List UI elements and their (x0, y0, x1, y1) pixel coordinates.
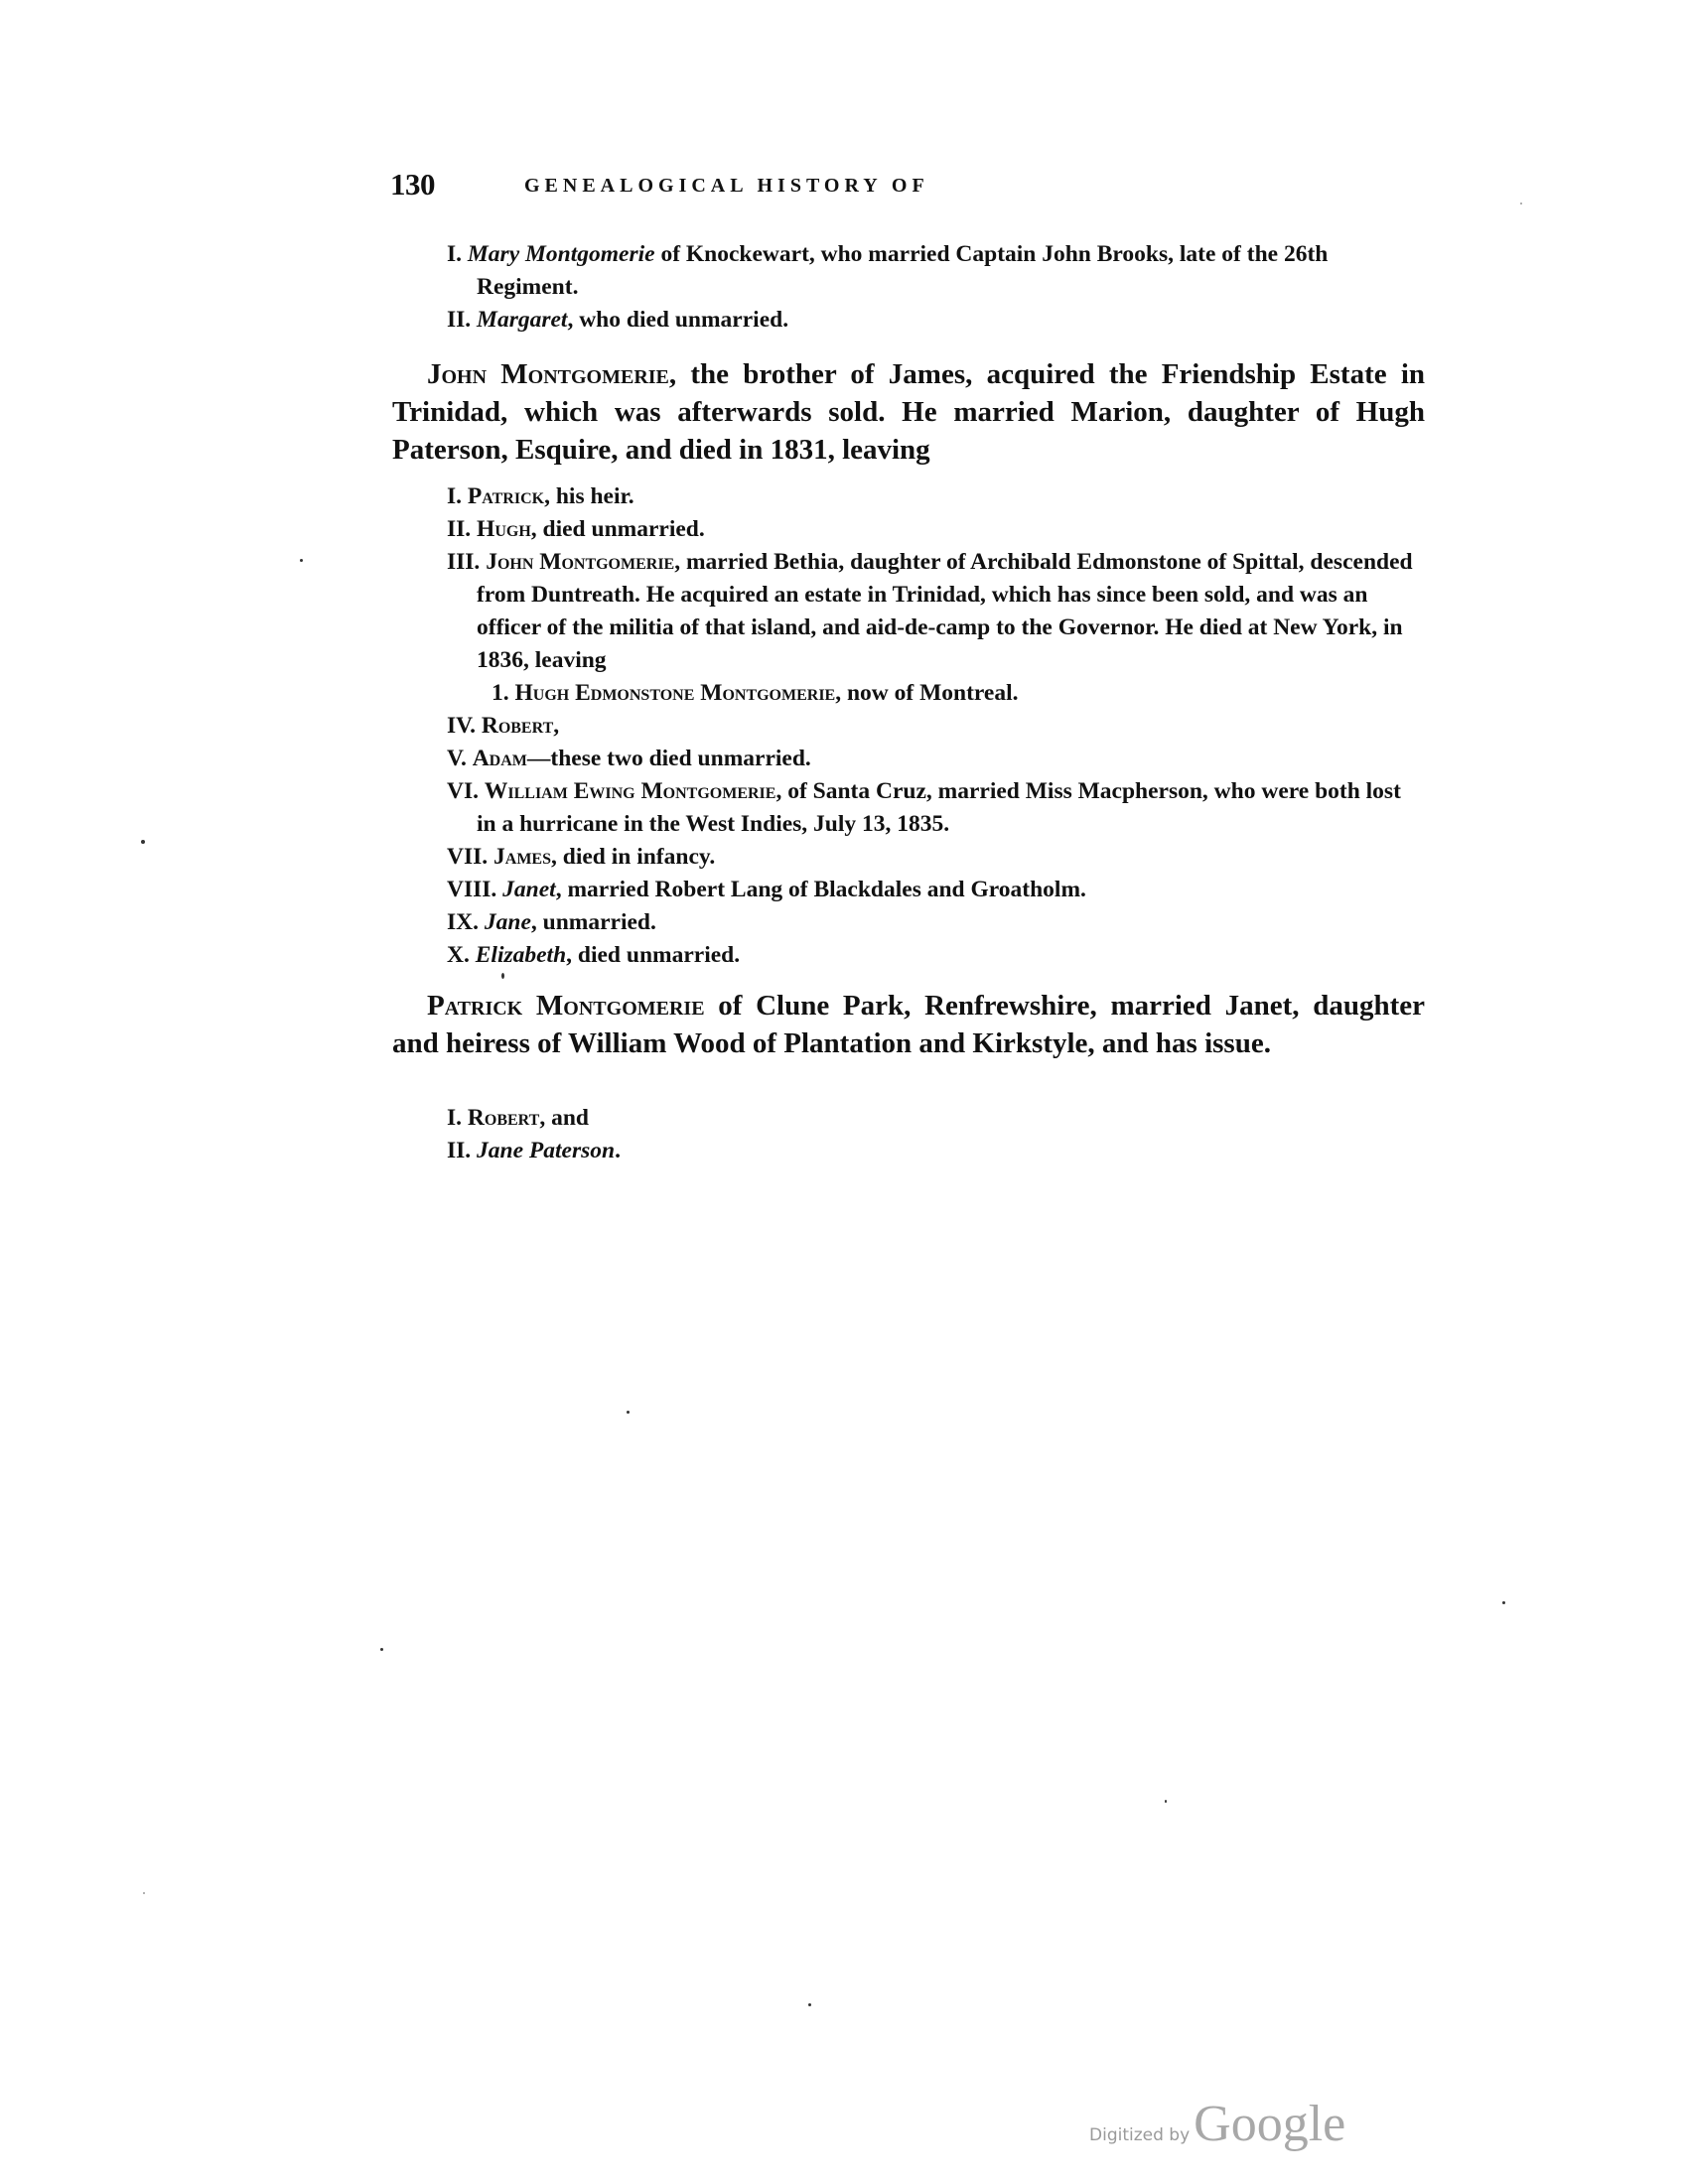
list-item (392, 304, 1425, 337)
paragraph (392, 987, 1425, 1062)
item-text: of Knockewart, who married Captain John Brooks, late of the 26th Regiment. (477, 241, 1329, 300)
john-children-list (392, 480, 1425, 972)
item-numeral: 1. (492, 680, 509, 706)
person-name: Patrick Montgomerie (427, 990, 705, 1022)
paragraph-text: , the brother of James, acquired the Friendship Estate in Trinidad, which was afterwards sold. He married Marion, daughter of Hugh Paterson, Esquire, and died in 1831, leaving (392, 358, 1426, 466)
paragraph-text: of Clune Park, Renfrewshire, married Janet, daughter and heiress of William Wood of Plantation and Kirkstyle, and has issue. (392, 990, 1425, 1059)
item-name: Elizabeth (475, 942, 567, 968)
list-item (392, 480, 1425, 513)
item-name: Adam (472, 746, 527, 771)
list-item (392, 874, 1425, 906)
item-numeral: IV. (447, 713, 476, 739)
list-item (392, 939, 1425, 972)
scan-speck (300, 559, 303, 562)
item-numeral: V. (447, 746, 467, 771)
item-name: Robert (481, 713, 554, 739)
item-numeral: X. (447, 942, 470, 968)
item-name: Janet (502, 877, 556, 902)
item-text: , died in infancy. (551, 844, 716, 870)
list-item (392, 513, 1425, 546)
list-item (392, 841, 1425, 874)
item-text: , of Santa Cruz, married Miss Macpherson, who were both lost in a hurricane in the West Indies, July 13, 1835. (477, 778, 1401, 837)
item-numeral: II. (447, 307, 472, 333)
list-item (392, 1135, 1425, 1167)
scan-speck (143, 1892, 145, 1894)
item-numeral: VI. (447, 778, 479, 804)
item-text: , died unmarried. (530, 516, 705, 542)
item-numeral: I. (447, 1105, 463, 1131)
item-numeral: VIII. (447, 877, 497, 902)
list-item (392, 906, 1425, 939)
continued-list (392, 238, 1425, 337)
person-name: John Montgomerie (427, 358, 669, 390)
list-item (392, 546, 1425, 677)
item-name: John Montgomerie (486, 549, 675, 575)
item-numeral: I. (447, 483, 463, 509)
item-text: , and (539, 1105, 589, 1131)
scan-speck (1165, 1800, 1167, 1803)
list-item (392, 238, 1425, 304)
patrick-children-list (392, 1102, 1425, 1167)
item-name: James (493, 844, 551, 870)
scan-speck (380, 1648, 383, 1651)
item-text: , now of Montreal. (835, 680, 1019, 706)
running-title: GENEALOGICAL HISTORY OF (524, 175, 929, 197)
item-name: William Ewing Montgomerie (484, 778, 776, 804)
item-text: , who died unmarried. (567, 307, 789, 333)
scan-speck (141, 840, 145, 844)
item-numeral: II. (447, 1138, 472, 1163)
paragraph (392, 355, 1425, 469)
item-numeral: IX. (447, 909, 479, 935)
scan-speck (808, 2003, 811, 2006)
item-text: , died unmarried. (566, 942, 741, 968)
list-item (392, 1102, 1425, 1135)
item-name: Robert (467, 1105, 540, 1131)
google-logo-text: Google (1194, 2096, 1346, 2152)
digitized-by-google-watermark (1089, 2095, 1345, 2153)
sub-list-item (392, 677, 1425, 710)
item-text: , married Bethia, daughter of Archibald Edmonstone of Spittal, descended from Duntreath. He acquired an estate in Trinidad, which has since been sold, and was an officer of the militia of that island, and aid-de-camp to the Governor. He died at New York, in 1836, leaving (477, 549, 1413, 673)
item-numeral: II. (447, 516, 472, 542)
patrick-montgomerie-paragraph (392, 987, 1425, 1062)
item-numeral: III. (447, 549, 481, 575)
item-text: , his heir. (544, 483, 634, 509)
item-name: Jane (484, 909, 531, 935)
running-head (390, 167, 1423, 206)
list-item (392, 743, 1425, 775)
item-text: —these two died unmarried. (526, 746, 811, 771)
item-text: , unmarried. (530, 909, 656, 935)
item-name: Hugh (477, 516, 531, 542)
item-numeral: I. (447, 241, 463, 267)
page-number: 130 (390, 167, 435, 202)
item-name: Margaret (477, 307, 568, 333)
scan-speck (1520, 203, 1522, 205)
scan-speck (501, 973, 504, 979)
item-name: Jane Paterson (477, 1138, 616, 1163)
item-numeral: VII. (447, 844, 489, 870)
item-text: , (553, 713, 560, 739)
list-item (392, 775, 1425, 841)
john-montgomerie-paragraph (392, 355, 1425, 469)
list-item (392, 710, 1425, 743)
scan-speck (627, 1411, 630, 1414)
scan-speck (1502, 1601, 1505, 1604)
item-text: . (615, 1138, 621, 1163)
watermark-prefix: Digitized by (1089, 2125, 1191, 2145)
item-name: Mary Montgomerie (467, 241, 655, 267)
item-name: Hugh Edmonstone Montgomerie (514, 680, 836, 706)
item-name: Patrick (467, 483, 545, 509)
item-text: , married Robert Lang of Blackdales and Groatholm. (555, 877, 1086, 902)
